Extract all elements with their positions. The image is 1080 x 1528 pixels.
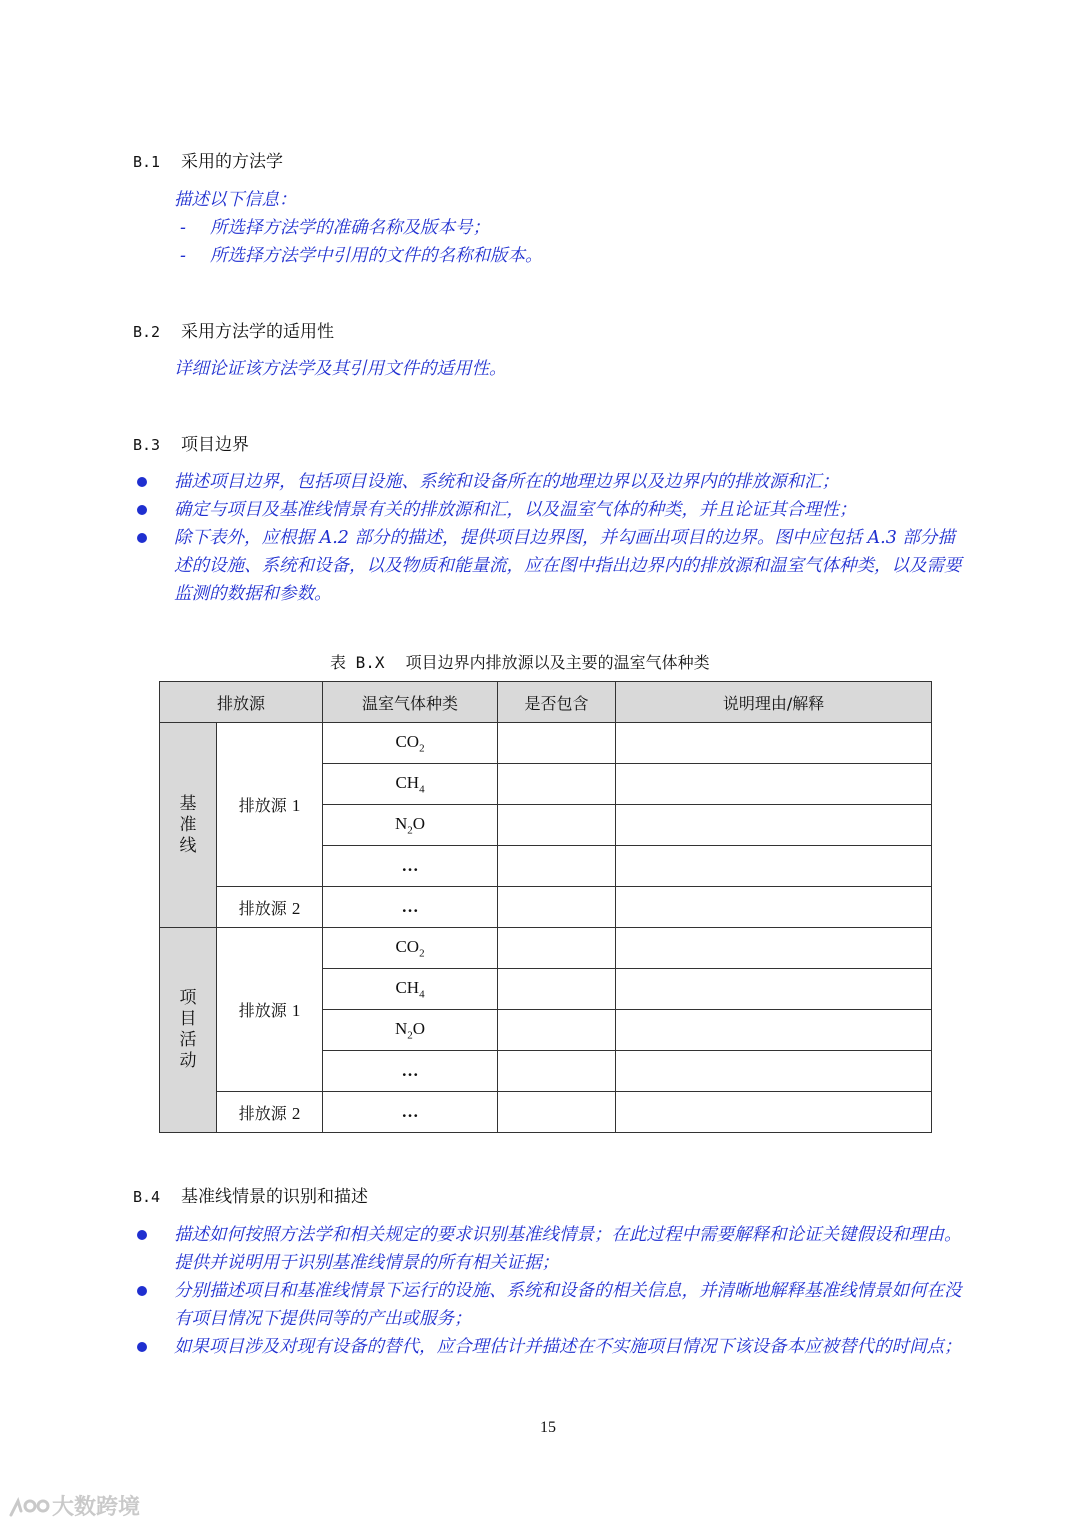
gas-cell: … (323, 887, 498, 928)
explanation-cell (616, 723, 932, 764)
section-number: B.1 (133, 153, 161, 171)
section-title: 采用的方法学 (181, 152, 283, 172)
explanation-cell (616, 1092, 932, 1133)
bullet-icon (137, 1230, 147, 1240)
section-b1-heading (133, 147, 283, 172)
b1-intro: 描述以下信息： (174, 190, 297, 210)
included-cell (498, 887, 616, 928)
gas-cell: $N_2O$ (323, 1010, 498, 1051)
table-row (160, 887, 932, 928)
b4-bullet-text: 分别描述项目和基准线情景下运行的设施、系统和设备的相关信息，并清晰地解释基准线情景如何在没有项目情况下提供同等的产出或服务； (174, 1281, 962, 1329)
table-header-cell: 温室气体种类 (323, 682, 498, 723)
included-cell (498, 928, 616, 969)
gas-cell: … (323, 1092, 498, 1133)
included-cell (498, 805, 616, 846)
included-cell (498, 723, 616, 764)
bullet-icon (137, 1342, 147, 1352)
table-caption-title: 项目边界内排放源以及主要的温室气体种类 (405, 653, 710, 672)
table-caption (330, 650, 710, 673)
section-number: B.2 (133, 323, 161, 341)
source-cell: 排放源 1 (217, 928, 323, 1092)
watermark-logo-icon (8, 1491, 52, 1521)
b3-bullet-text: 除下表外，应根据 A.2 部分的描述，提供项目边界图，并勾画出项目的边界。图中应包括 A.3 部分描述的设施、系统和设备，以及物质和能量流，应在图中指出边界内的排放源和温室气体种类，以及需要监测的数据和参数。 (174, 528, 962, 604)
bullet-icon (137, 505, 147, 515)
source-cell: 排放源 2 (217, 887, 323, 928)
explanation-cell (616, 764, 932, 805)
group-label-cell: 基准线 (160, 723, 217, 928)
b1-list-item: - 所选择方法学中引用的文件的名称和版本。 (180, 246, 543, 266)
emission-sources-table (159, 681, 932, 1133)
table-header-cell: 排放源 (160, 682, 323, 723)
gas-cell: … (323, 1051, 498, 1092)
gas-cell: $CH_4$ (323, 969, 498, 1010)
b3-bullet-text: 确定与项目及基准线情景有关的排放源和汇，以及温室气体的种类，并且论证其合理性； (174, 500, 857, 520)
b4-bullet-text: 如果项目涉及对现有设备的替代，应合理估计并描述在不实施项目情况下该设备本应被替代的时间点； (174, 1337, 962, 1357)
bullet-icon (137, 477, 147, 487)
bullet-icon (137, 533, 147, 543)
gas-cell: $N_2O$ (323, 805, 498, 846)
section-title: 基准线情景的识别和描述 (181, 1187, 368, 1207)
included-cell (498, 764, 616, 805)
source-cell: 排放源 2 (217, 1092, 323, 1133)
included-cell (498, 1010, 616, 1051)
table-header-cell: 说明理由/解释 (616, 682, 932, 723)
section-number: B.3 (133, 436, 161, 454)
explanation-cell (616, 969, 932, 1010)
section-b3-heading (133, 430, 249, 455)
explanation-cell (616, 928, 932, 969)
explanation-cell (616, 846, 932, 887)
gas-cell: $CO_2$ (323, 723, 498, 764)
explanation-cell (616, 805, 932, 846)
table-header-cell: 是否包含 (498, 682, 616, 723)
source-cell: 排放源 1 (217, 723, 323, 887)
explanation-cell (616, 1051, 932, 1092)
gas-cell: $CO_2$ (323, 928, 498, 969)
included-cell (498, 1051, 616, 1092)
included-cell (498, 1092, 616, 1133)
b2-text: 详细论证该方法学及其引用文件的适用性。 (174, 359, 507, 379)
included-cell (498, 846, 616, 887)
page-number: 15 (540, 1419, 556, 1436)
gas-cell: $CH_4$ (323, 764, 498, 805)
section-title: 项目边界 (181, 435, 249, 455)
table-row (160, 928, 932, 969)
gas-cell: … (323, 846, 498, 887)
table-row (160, 1092, 932, 1133)
b3-bullet-text: 描述项目边界，包括项目设施、系统和设备所在的地理边界以及边界内的排放源和汇； (174, 472, 839, 492)
included-cell (498, 969, 616, 1010)
table-row (160, 723, 932, 764)
watermark-text: 大数跨境 (52, 1495, 141, 1520)
b4-bullet-text: 描述如何按照方法学和相关规定的要求识别基准线情景；在此过程中需要解释和论证关键假设和理由。提供并说明用于识别基准线情景的所有相关证据； (174, 1225, 962, 1273)
bullet-icon (137, 1286, 147, 1296)
section-b2-heading (133, 317, 334, 342)
table-caption-label: 表 B.X (330, 653, 385, 672)
group-label-cell: 项目活动 (160, 928, 217, 1133)
b1-list-item: - 所选择方法学的准确名称及版本号； (180, 218, 490, 238)
explanation-cell (616, 1010, 932, 1051)
explanation-cell (616, 887, 932, 928)
watermark (8, 1490, 140, 1521)
section-b4-heading (133, 1182, 368, 1207)
section-number: B.4 (133, 1188, 161, 1206)
section-title: 采用方法学的适用性 (181, 322, 334, 342)
